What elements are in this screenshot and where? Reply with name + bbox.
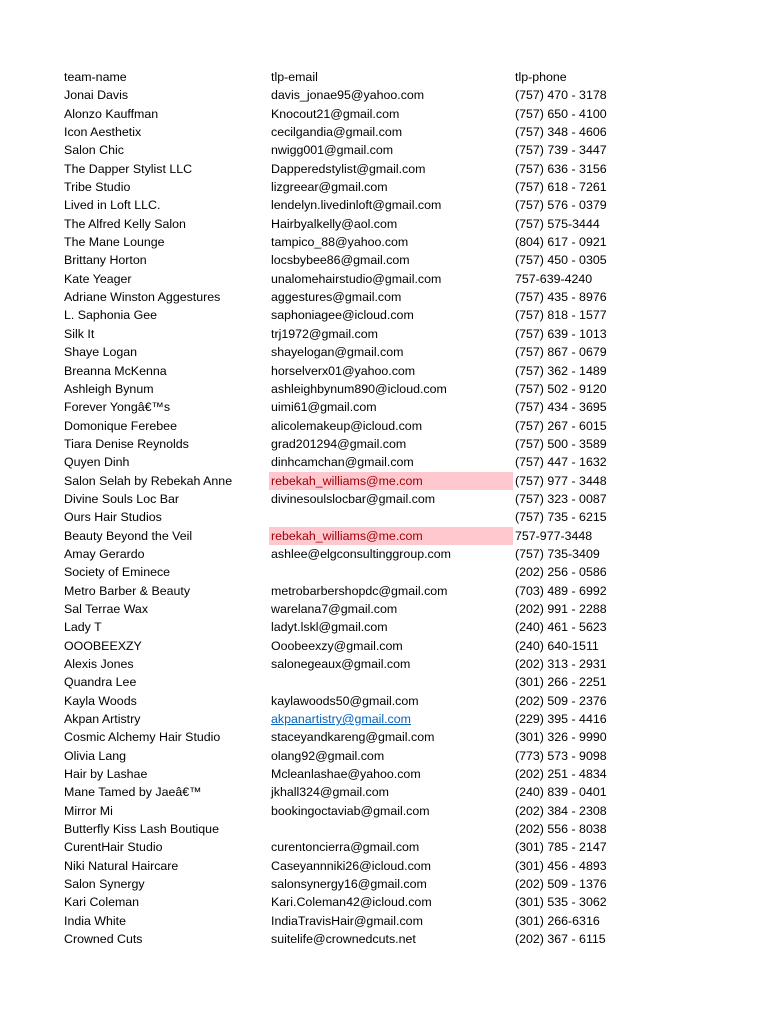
phone-cell: (757) 818 - 1577 xyxy=(515,308,607,323)
phone-cell: (757) 362 - 1489 xyxy=(515,363,607,378)
email-cell: Kari.Coleman42@icloud.com xyxy=(271,895,432,910)
email-cell: unalomehairstudio@gmail.com xyxy=(271,271,442,286)
email-cell: staceyandkareng@gmail.com xyxy=(271,730,435,745)
table-row xyxy=(0,141,768,159)
phone-cell: (240) 640-1511 xyxy=(515,638,599,653)
table-row xyxy=(0,618,768,636)
email-cell: metrobarbershopdc@gmail.com xyxy=(271,583,448,598)
team-name-cell: Alexis Jones xyxy=(64,657,134,671)
phone-cell: (202) 384 - 2308 xyxy=(515,803,607,818)
email-cell: rebekah_williams@me.com xyxy=(269,527,513,545)
team-name-cell: OOOBEEXZY xyxy=(64,638,142,653)
table-row xyxy=(0,270,768,288)
phone-cell: (202) 256 - 0586 xyxy=(515,565,607,580)
team-name-cell: Mirror Mi xyxy=(64,803,113,818)
table-row xyxy=(0,508,768,526)
header-tlp-email: tlp-email xyxy=(271,70,318,84)
team-name-cell: Brittany Horton xyxy=(64,253,147,268)
header-tlp-phone: tlp-phone xyxy=(515,70,567,84)
team-name-cell: The Mane Lounge xyxy=(64,235,165,250)
team-name-cell: The Dapper Stylist LLC xyxy=(64,161,193,176)
table-row xyxy=(0,582,768,600)
phone-cell: (301) 266 - 2251 xyxy=(515,675,607,690)
phone-cell: (757) 739 - 3447 xyxy=(515,143,607,158)
email-cell: dinhcamchan@gmail.com xyxy=(271,455,414,470)
phone-cell: (301) 266-6316 xyxy=(515,913,600,928)
table-row xyxy=(0,233,768,251)
table-row xyxy=(0,747,768,765)
email-cell: Hairbyalkelly@aol.com xyxy=(271,216,398,231)
email-cell: uimi61@gmail.com xyxy=(271,400,377,415)
email-cell: saphoniagee@icloud.com xyxy=(271,308,414,323)
email-cell: kaylawoods50@gmail.com xyxy=(271,693,419,708)
phone-cell: (757) 575-3444 xyxy=(515,216,600,231)
table-row xyxy=(0,160,768,178)
team-name-cell: Tribe Studio xyxy=(64,180,131,195)
team-name-cell: Silk It xyxy=(64,326,95,341)
email-cell: Ooobeexzy@gmail.com xyxy=(271,638,403,653)
table-row xyxy=(0,673,768,691)
email-cell: cecilgandia@gmail.com xyxy=(271,125,403,140)
phone-cell: (202) 509 - 2376 xyxy=(515,693,607,708)
email-cell: rebekah_williams@me.com xyxy=(269,472,513,490)
phone-cell: (757) 447 - 1632 xyxy=(515,455,607,470)
phone-cell: (301) 785 - 2147 xyxy=(515,840,607,855)
team-name-cell: Cosmic Alchemy Hair Studio xyxy=(64,730,221,745)
table-row xyxy=(0,178,768,196)
team-name-cell: Lady T xyxy=(64,620,102,635)
email-cell: trj1972@gmail.com xyxy=(271,326,378,341)
table-row xyxy=(0,783,768,801)
team-name-cell: Kayla Woods xyxy=(64,693,137,708)
phone-cell: (757) 435 - 8976 xyxy=(515,290,607,305)
contact-sheet xyxy=(0,68,768,949)
phone-cell: (703) 489 - 6992 xyxy=(515,583,607,598)
table-row xyxy=(0,600,768,618)
team-name-cell: Olivia Lang xyxy=(64,748,126,763)
phone-cell: (757) 434 - 3695 xyxy=(515,400,607,415)
table-row xyxy=(0,765,768,783)
phone-cell: (773) 573 - 9098 xyxy=(515,748,607,763)
email-cell: bookingoctaviab@gmail.com xyxy=(271,803,430,818)
email-cell: warelana7@gmail.com xyxy=(271,601,398,616)
table-row xyxy=(0,215,768,233)
email-cell: davis_jonae95@yahoo.com xyxy=(271,88,425,103)
phone-cell: (202) 509 - 1376 xyxy=(515,877,607,892)
table-body xyxy=(0,86,768,948)
email-cell: Caseyannniki26@icloud.com xyxy=(271,858,431,873)
team-name-cell: India White xyxy=(64,913,126,928)
email-cell: Mcleanlashae@yahoo.com xyxy=(271,767,421,782)
team-name-cell: Quyen Dinh xyxy=(64,455,130,470)
phone-cell: (229) 395 - 4416 xyxy=(515,712,607,727)
team-name-cell: Amay Gerardo xyxy=(64,546,145,561)
table-row xyxy=(0,802,768,820)
team-name-cell: Ashleigh Bynum xyxy=(64,381,154,396)
table-row xyxy=(0,637,768,655)
team-name-cell: Icon Aesthetix xyxy=(64,125,142,140)
email-cell xyxy=(269,673,513,691)
team-name-cell: Crowned Cuts xyxy=(64,932,143,947)
table-row xyxy=(0,306,768,324)
phone-cell: (757) 348 - 4606 xyxy=(515,125,607,140)
team-name-cell: Hair by Lashae xyxy=(64,767,148,782)
phone-cell: (757) 636 - 3156 xyxy=(515,161,607,176)
team-name-cell: Tiara Denise Reynolds xyxy=(64,436,189,451)
phone-cell: (757) 735 - 6215 xyxy=(515,510,607,525)
email-cell: alicolemakeup@icloud.com xyxy=(271,418,423,433)
table-row xyxy=(0,417,768,435)
team-name-cell: Society of Eminece xyxy=(64,565,171,580)
phone-cell: (301) 456 - 4893 xyxy=(515,858,607,873)
table-row xyxy=(0,875,768,893)
phone-cell: (240) 461 - 5623 xyxy=(515,620,607,635)
header-row xyxy=(0,68,768,86)
team-name-cell: The Alfred Kelly Salon xyxy=(64,216,186,231)
phone-cell: (757) 639 - 1013 xyxy=(515,326,607,341)
table-row xyxy=(0,398,768,416)
email-cell: lendelyn.livedinloft@gmail.com xyxy=(271,198,442,213)
table-row xyxy=(0,380,768,398)
table-row xyxy=(0,912,768,930)
email-cell: olang92@gmail.com xyxy=(271,748,385,763)
table-row xyxy=(0,692,768,710)
email-cell xyxy=(269,820,513,838)
phone-cell: (757) 450 - 0305 xyxy=(515,253,607,268)
phone-cell: 757-977-3448 xyxy=(515,528,593,543)
team-name-cell: Breanna McKenna xyxy=(64,363,167,378)
phone-cell: (202) 251 - 4834 xyxy=(515,767,607,782)
email-cell: jkhall324@gmail.com xyxy=(271,785,389,800)
phone-cell: (757) 502 - 9120 xyxy=(515,381,607,396)
team-name-cell: Alonzo Kauffman xyxy=(64,106,159,121)
email-cell: salonegeaux@gmail.com xyxy=(271,657,411,671)
team-name-cell: Mane Tamed by Jaeâ€™ xyxy=(64,785,202,800)
email-cell: curentoncierra@gmail.com xyxy=(271,840,420,855)
table-row xyxy=(0,343,768,361)
table-row xyxy=(0,857,768,875)
team-name-cell: L. Saphonia Gee xyxy=(64,308,158,323)
phone-cell: (757) 867 - 0679 xyxy=(515,345,607,360)
email-cell: lizgreear@gmail.com xyxy=(271,180,388,195)
table-row xyxy=(0,251,768,269)
team-name-cell: Divine Souls Loc Bar xyxy=(64,491,180,506)
phone-cell: (757) 735-3409 xyxy=(515,546,600,561)
table-row xyxy=(0,435,768,453)
team-name-cell: Salon Chic xyxy=(64,143,124,158)
phone-cell: (757) 267 - 6015 xyxy=(515,418,607,433)
email-cell: ashleighbynum890@icloud.com xyxy=(271,381,447,396)
email-cell: divinesoulslocbar@gmail.com xyxy=(271,491,436,506)
table-row xyxy=(0,930,768,948)
email-cell: aggestures@gmail.com xyxy=(271,290,402,305)
phone-cell: (202) 991 - 2288 xyxy=(515,601,607,616)
table-row xyxy=(0,362,768,380)
email-cell: ashlee@elgconsultinggroup.com xyxy=(271,546,451,561)
email-cell: IndiaTravisHair@gmail.com xyxy=(271,913,423,928)
phone-cell: (757) 500 - 3589 xyxy=(515,436,607,451)
phone-cell: (202) 367 - 6115 xyxy=(515,932,606,947)
phone-cell: (202) 556 - 8038 xyxy=(515,822,607,837)
team-name-cell: Akpan Artistry xyxy=(64,712,141,727)
phone-cell: (301) 326 - 9990 xyxy=(515,730,607,745)
phone-cell: (240) 839 - 0401 xyxy=(515,785,607,800)
team-name-cell: Ours Hair Studios xyxy=(64,510,162,525)
team-name-cell: CurentHair Studio xyxy=(64,840,163,855)
table-row xyxy=(0,105,768,123)
email-cell xyxy=(269,563,513,581)
table-row xyxy=(0,563,768,581)
table-row xyxy=(0,820,768,838)
team-name-cell: Quandra Lee xyxy=(64,675,137,690)
table-row xyxy=(0,123,768,141)
email-cell: suitelife@crownedcuts.net xyxy=(271,932,416,947)
team-name-cell: Kari Coleman xyxy=(64,895,140,910)
email-cell: locsbybee86@gmail.com xyxy=(271,253,410,268)
phone-cell: (757) 618 - 7261 xyxy=(515,180,607,195)
table-row xyxy=(0,527,768,545)
email-cell: Dapperedstylist@gmail.com xyxy=(271,161,426,176)
team-name-cell: Niki Natural Haircare xyxy=(64,858,179,873)
team-name-cell: Beauty Beyond the Veil xyxy=(64,528,193,543)
team-name-cell: Metro Barber & Beauty xyxy=(64,583,191,598)
team-name-cell: Butterfly Kiss Lash Boutique xyxy=(64,822,219,837)
table-row xyxy=(0,545,768,563)
phone-cell: (757) 470 - 3178 xyxy=(515,88,607,103)
table-row xyxy=(0,893,768,911)
team-name-cell: Forever Yongâ€™s xyxy=(64,400,171,415)
team-name-cell: Shaye Logan xyxy=(64,345,138,360)
team-name-cell: Lived in Loft LLC. xyxy=(64,198,161,213)
team-name-cell: Domonique Ferebee xyxy=(64,418,177,433)
table-row xyxy=(0,728,768,746)
email-link[interactable]: akpanartistry@gmail.com xyxy=(271,712,411,727)
team-name-cell: Salon Synergy xyxy=(64,877,145,892)
email-cell: ladyt.lskl@gmail.com xyxy=(271,620,388,635)
phone-cell: (202) 313 - 2931 xyxy=(515,657,607,671)
phone-cell: (757) 977 - 3448 xyxy=(515,473,607,488)
table-row xyxy=(0,325,768,343)
email-cell xyxy=(269,508,513,526)
phone-cell: (757) 323 - 0087 xyxy=(515,491,607,506)
phone-cell: (301) 535 - 3062 xyxy=(515,895,607,910)
phone-cell: (757) 576 - 0379 xyxy=(515,198,607,213)
table-row xyxy=(0,196,768,214)
table-row xyxy=(0,86,768,104)
table-row xyxy=(0,655,768,673)
table-row xyxy=(0,838,768,856)
header-team-name: team-name xyxy=(64,70,127,84)
table-row xyxy=(0,453,768,471)
phone-cell: (757) 650 - 4100 xyxy=(515,106,607,121)
email-cell: grad201294@gmail.com xyxy=(271,436,407,451)
table-row xyxy=(0,490,768,508)
email-cell: shayelogan@gmail.com xyxy=(271,345,404,360)
table-row xyxy=(0,472,768,490)
email-cell: horselverx01@yahoo.com xyxy=(271,363,416,378)
team-name-cell: Kate Yeager xyxy=(64,271,132,286)
table-row xyxy=(0,710,768,728)
table-row xyxy=(0,288,768,306)
team-name-cell: Jonai Davis xyxy=(64,88,129,103)
email-cell: Knocout21@gmail.com xyxy=(271,106,400,121)
phone-cell: 757-639-4240 xyxy=(515,271,593,286)
team-name-cell: Salon Selah by Rebekah Anne xyxy=(64,473,233,488)
phone-cell: (804) 617 - 0921 xyxy=(515,235,607,250)
team-name-cell: Sal Terrae Wax xyxy=(64,601,149,616)
email-cell: nwigg001@gmail.com xyxy=(271,143,394,158)
email-cell: tampico_88@yahoo.com xyxy=(271,235,409,250)
email-cell: salonsynergy16@gmail.com xyxy=(271,877,427,892)
team-name-cell: Adriane Winston Aggestures xyxy=(64,290,221,305)
